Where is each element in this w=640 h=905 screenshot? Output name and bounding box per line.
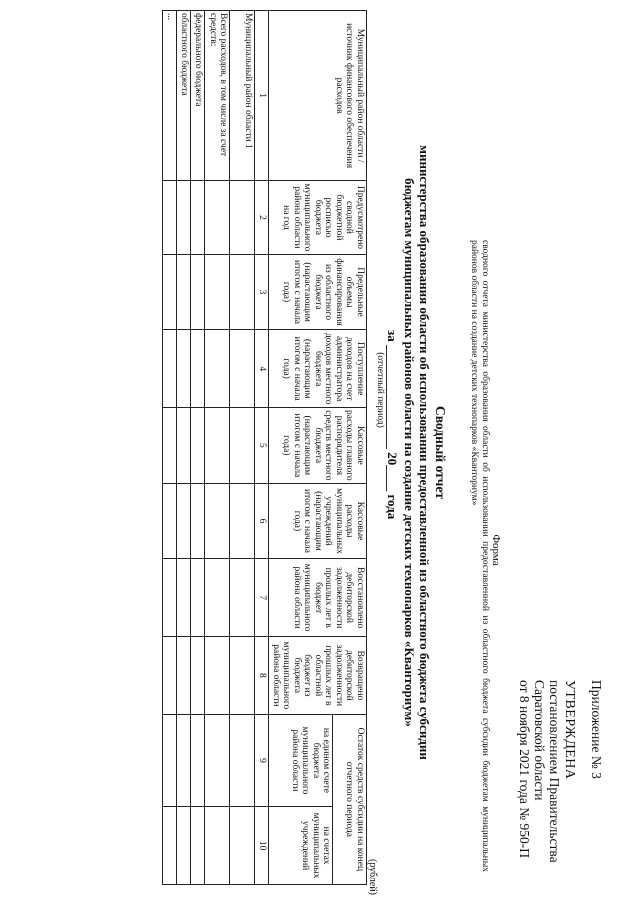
row-label: Всего расходов, в том числе за счет средств: [205,11,230,181]
column-number: 4 [255,330,269,408]
report-period: за ________________ 20____ года [385,330,400,520]
column-number: 10 [255,807,269,885]
report-table [163,10,368,885]
row-label: ... [163,11,177,181]
table-header-row [333,11,367,885]
header-cell: Предусмотрено сводной бюджетной росписью бюджета муниципального района области на год [269,181,367,255]
column-number: 2 [255,181,269,255]
approved-stamp: УТВЕРЖДЕНА [562,680,577,780]
header-cell: Муниципальный район области / источник финансового обеспечения расходов [269,11,367,181]
form-description: сводного отчета министерства образования области об использовании предоставленной из областного бюджета субсидии бюджетам муниципальных районов области на создание детских технопарков «Кванториум» [469,240,490,872]
header-cell: Кассовые расходы главного распорядителя средств местного бюджета (нарастающим итогом с начала года) [269,408,367,484]
report-period-caption: (отчетный период) [375,352,385,428]
approval-line-3: от 8 ноября 2021 года № 950-П [517,680,532,859]
report-title: Сводный отчет [433,405,448,500]
subheader-cell: на едином счете бюджета муниципального района области [269,714,333,806]
row-label: областного бюджета [177,11,191,181]
column-number: 9 [255,714,269,806]
column-number-row [255,11,269,885]
column-number: 1 [255,11,269,181]
column-number: 6 [255,483,269,559]
approval-line-1: постановлением Правительства [547,680,562,863]
table-row [205,11,230,885]
report-title-line-2: министерства образования области об использовании предоставленной из областного бюджета субсидии [417,145,432,760]
header-cell: Поступление доходов на счет администратора доходов местного бюджета (нарастающим итогом с начала года) [269,330,367,408]
approval-block [517,680,604,880]
subheader-cell: на счетах муниципальных учреждений [269,807,333,885]
column-number: 3 [255,254,269,330]
column-number: 7 [255,559,269,637]
column-number: 5 [255,408,269,484]
form-label: Форма [490,534,502,566]
currency-units: (рублей) [367,858,378,895]
table-row [163,11,177,885]
header-cell: Предельные объемы финансирования из областного бюджета (нарастающим итогом с начала года) [269,254,367,330]
table-row [177,11,191,885]
table-row [191,11,205,885]
row-label: федерального бюджета [191,11,205,181]
appendix-number: Приложение № 3 [589,680,604,779]
table-row [230,11,255,885]
report-title-line-3: бюджетам муниципальных районов области на создание детских технопарков «Кванториум» [402,178,417,727]
header-cell: Кассовые расходы муниципальных учреждений (нарастающим итогом с начала года) [269,483,367,559]
group-header-cell: Остаток средств субсидии на конец отчетного периода [333,714,367,884]
approval-line-2: Саратовской области [532,680,547,801]
row-label: Муниципальный район области 1 [230,11,255,181]
column-number: 8 [255,637,269,715]
header-cell: Возвращено дебиторской задолженности прошлых лет в областной бюджет из бюджета муниципального района области [269,637,367,715]
header-cell: Восстановлено дебиторской задолженности прошлых лет в бюджет муниципального района области [269,559,367,637]
